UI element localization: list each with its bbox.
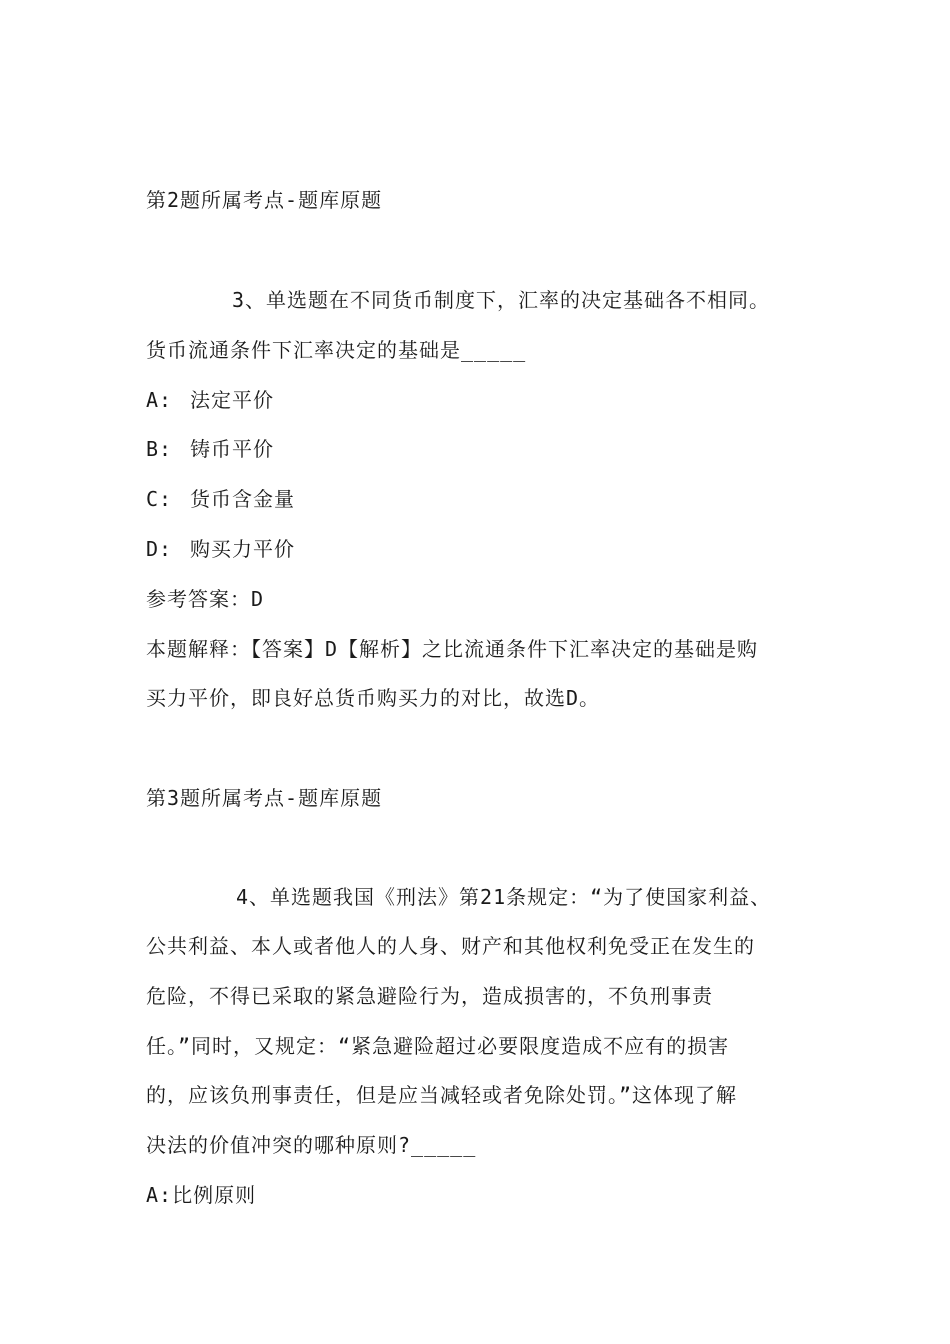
q3-stem-line1: 3、单选题在不同货币制度下，汇率的决定基础各不相同。 — [232, 288, 771, 312]
option-text: 货币含金量 — [190, 487, 295, 511]
q3-option-b — [146, 437, 274, 461]
q3-option-a — [146, 388, 274, 412]
q3-explanation-line1: 本题解释：【答案】D【解析】之比流通条件下汇率决定的基础是购 — [146, 637, 759, 661]
q4-stem-line: 4、单选题我国《刑法》第21条规定：“为了使国家利益、 — [236, 885, 772, 909]
q3-explanation-line2: 买力平价，即良好总货币购买力的对比，故选D。 — [146, 686, 601, 710]
q4-stem-line: 公共利益、本人或者他人的人身、财产和其他权利免受正在发生的 — [146, 934, 755, 958]
q2-topic: 第2题所属考点-题库原题 — [146, 188, 383, 212]
q3-answer: 参考答案：D — [146, 587, 265, 611]
q4-stem-line: 任。”同时，又规定：“紧急避险超过必要限度造成不应有的损害 — [146, 1034, 730, 1058]
option-label: C: — [146, 487, 173, 511]
option-text: 购买力平价 — [190, 537, 295, 561]
option-text: 法定平价 — [190, 388, 274, 412]
q3-option-d — [146, 537, 295, 561]
q3-option-c — [146, 487, 295, 511]
q3-stem-line2: 货币流通条件下汇率决定的基础是_____ — [146, 338, 527, 362]
option-text: 比例原则 — [172, 1183, 257, 1207]
option-label: B: — [146, 437, 173, 461]
option-text: 铸币平价 — [190, 437, 274, 461]
q4-stem-line: 的，应该负刑事责任，但是应当减轻或者免除处罚。”这体现了解 — [146, 1083, 738, 1107]
option-label: D: — [146, 537, 173, 561]
option-label: A: — [146, 1183, 173, 1207]
q4-stem-line: 决法的价值冲突的哪种原则?_____ — [146, 1133, 477, 1157]
q3-topic: 第3题所属考点-题库原题 — [146, 786, 383, 810]
q4-option-a — [146, 1183, 256, 1207]
option-label: A: — [146, 388, 173, 412]
q4-stem-line: 危险，不得已采取的紧急避险行为，造成损害的，不负刑事责 — [146, 984, 713, 1008]
